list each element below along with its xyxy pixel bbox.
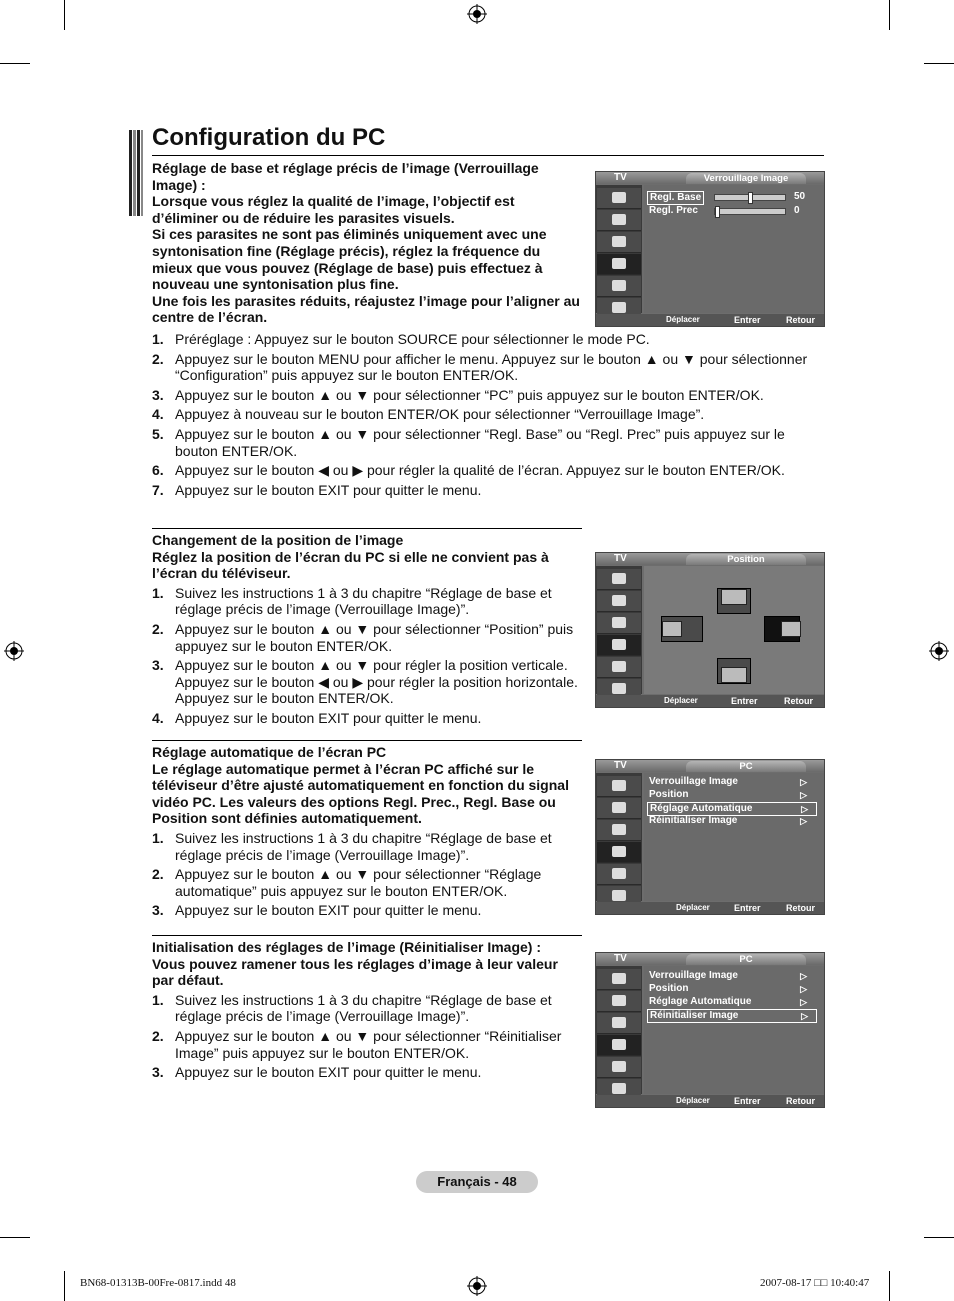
picture-icon [597, 969, 641, 990]
osd-title: Verrouillage Image [686, 173, 806, 184]
move-hint: Déplacer [676, 903, 710, 912]
setup-gear-icon [597, 842, 641, 863]
crop-mark [924, 1237, 954, 1238]
registration-mark-icon [467, 1276, 487, 1296]
registration-mark-icon [929, 641, 949, 661]
return-hint: Retour [784, 696, 813, 706]
step: 2. Appuyez sur le bouton ▲ ou ▼ pour sélectionner “Position” puis appuyez sur le bouton ENTER/OK. [152, 620, 574, 654]
osd-row-regl-prec: Regl. Prec [649, 205, 698, 216]
sound-icon [597, 591, 641, 612]
channel-icon [597, 1013, 641, 1034]
osd-menu-item: Position ▷ [649, 789, 807, 800]
position-up-box [717, 588, 751, 614]
move-hint: Déplacer [676, 1096, 710, 1105]
osd-menu-item-selected: Réinitialiser Image ▷ [647, 1009, 817, 1023]
enter-hint: Entrer [734, 1096, 761, 1106]
osd-footer [596, 695, 824, 707]
intro-line: Réglage de base et réglage précis de l’image (Verrouillage Image) : [152, 160, 539, 193]
setup-gear-icon [597, 1035, 641, 1056]
channel-icon [597, 820, 641, 841]
step: 5. Appuyez sur le bouton ▲ ou ▼ pour sélectionner “Regl. Base” ou “Regl. Prec” puis appuyez sur le bouton ENTER/OK. [152, 425, 785, 459]
move-hint: Déplacer [664, 696, 698, 705]
osd-position [595, 552, 825, 708]
enter-hint: Entrer [731, 696, 758, 706]
section-divider [152, 528, 582, 529]
osd-footer [596, 902, 824, 914]
osd-menu-item: Position ▷ [649, 983, 807, 994]
osd-menu-item: Verrouillage Image ▷ [649, 970, 807, 981]
section-divider [152, 935, 582, 936]
setup-gear-icon [597, 635, 641, 656]
sound-icon [597, 798, 641, 819]
step: 4. Appuyez sur le bouton EXIT pour quitter le menu. [152, 709, 482, 726]
print-file-info: BN68-01313B-00Fre-0817.indd 48 [80, 1277, 236, 1289]
osd-title: PC [686, 954, 806, 965]
step: 1. Suivez les instructions 1 à 3 du chapitre “Réglage de base et réglage précis de l’image (Verrouillage Image)”. [152, 991, 552, 1025]
registration-mark-icon [467, 4, 487, 24]
step: 1. Préréglage : Appuyez sur le bouton SOURCE pour sélectionner le mode PC. [152, 331, 650, 347]
step: 3. Appuyez sur le bouton ▲ ou ▼ pour régler la position verticale. Appuyez sur le bouton ◀ ou ▶ pour régler la position horizontale. Appuyez sur le bouton ENTER/OK. [152, 657, 578, 707]
channel-icon [597, 613, 641, 634]
section-auto-adjust [152, 744, 582, 922]
enter-hint: Entrer [734, 315, 761, 325]
section-heading: Initialisation des réglages de l’image (Réinitialiser Image) : [152, 939, 542, 955]
crop-mark [0, 63, 30, 64]
print-timestamp: 2007-08-17 □□ 10:40:47 [760, 1277, 870, 1289]
step: 3. Appuyez sur le bouton ▲ ou ▼ pour sélectionner “PC” puis appuyez sur le bouton ENTER/OK. [152, 386, 764, 403]
step: 3. Appuyez sur le bouton EXIT pour quitter le menu. [152, 902, 482, 919]
setup-gear-icon [597, 254, 641, 275]
step: 4. Appuyez à nouveau sur le bouton ENTER/OK pour sélectionner “Verrouillage Image”. [152, 406, 705, 423]
section-heading: Réglage automatique de l’écran PC [152, 744, 387, 760]
osd-tv-label: TV [614, 172, 627, 183]
crop-mark [924, 63, 954, 64]
registration-mark-icon [4, 641, 24, 661]
input-icon [597, 276, 641, 297]
section-intro: Le réglage automatique permet à l’écran PC affiché sur le téléviseur d’être ajusté automatiquement en fonction du signal vidéo PC. Les valeurs des options Regl. Prec., Regl. Base ou Position sont définies automatiquement. [152, 760, 569, 827]
step: 1. Suivez les instructions 1 à 3 du chapitre “Réglage de base et réglage précis de l’image (Verrouillage Image)”. [152, 829, 552, 863]
osd-tv-label: TV [614, 953, 627, 964]
picture-icon [597, 188, 641, 209]
page-title: Configuration du PC [152, 124, 386, 151]
osd-footer [596, 1095, 824, 1107]
step: 2. Appuyez sur le bouton ▲ ou ▼ pour sélectionner “Réglage automatique” puis appuyez sur le bouton ENTER/OK. [152, 866, 542, 899]
osd-row-regl-base: Regl. Base [647, 191, 704, 205]
channel-icon [597, 232, 641, 253]
section-intro: Vous pouvez ramener tous les réglages d’image à leur valeur par défaut. [152, 955, 558, 989]
osd-sidebar [596, 566, 642, 694]
crop-mark [889, 0, 890, 30]
step: 7. Appuyez sur le bouton EXIT pour quitter le menu. [152, 481, 482, 498]
intro-line: Lorsque vous réglez la qualité de l’image, l’objectif est d’éliminer ou de réduire les parasites visuels. [152, 193, 515, 226]
slider-regl-base [714, 194, 786, 201]
crop-mark [0, 1237, 30, 1238]
position-down-box [717, 658, 751, 684]
osd-sidebar [596, 773, 642, 901]
title-decoration [129, 130, 143, 216]
input-icon [597, 1057, 641, 1078]
section-reset-image [152, 939, 582, 1084]
osd-title: Position [686, 554, 806, 565]
osd-menu-item: Réglage Automatique ▷ [649, 996, 807, 1007]
picture-icon [597, 569, 641, 590]
osd-tv-label: TV [614, 553, 627, 564]
picture-icon [597, 776, 641, 797]
section-lock-image-steps [152, 331, 816, 501]
osd-pc-auto [595, 759, 825, 915]
step: 6. Appuyez sur le bouton ◀ ou ▶ pour régler la qualité de l’écran. Appuyez sur le bouton ENTER/OK. [152, 462, 785, 479]
crop-mark [64, 0, 65, 30]
step: 1. Suivez les instructions 1 à 3 du chapitre “Réglage de base et réglage précis de l’image (Verrouillage Image)”. [152, 584, 552, 618]
enter-hint: Entrer [734, 903, 761, 913]
position-left-box [661, 616, 703, 642]
osd-lock-image [595, 171, 825, 327]
value-regl-prec: 0 [794, 205, 800, 216]
input-icon [597, 657, 641, 678]
section-divider [152, 740, 582, 741]
slider-regl-prec [714, 208, 786, 215]
osd-tv-label: TV [614, 760, 627, 771]
intro-line: Si ces parasites ne sont pas éliminés uniquement avec une syntonisation fine (Réglage précis), réglez la fréquence du mieux que vous pouvez (Réglage de base) puis effectuez à nouveau une syntonisation plus fine. [152, 226, 547, 293]
osd-menu-item: Verrouillage Image ▷ [649, 776, 807, 787]
crop-mark [64, 1271, 65, 1301]
osd-sidebar [596, 966, 642, 1094]
osd-title: PC [686, 761, 806, 772]
step: 2. Appuyez sur le bouton MENU pour afficher le menu. Appuyez sur le bouton ▲ ou ▼ pour sélectionner “Configuration” puis appuyez sur le bouton ENTER/OK. [152, 350, 808, 384]
step: 2. Appuyez sur le bouton ▲ ou ▼ pour sélectionner “Réinitialiser Image” puis appuyez sur le bouton ENTER/OK. [152, 1027, 562, 1061]
value-regl-base: 50 [794, 191, 806, 202]
return-hint: Retour [786, 903, 815, 913]
osd-pc-reset [595, 952, 825, 1108]
position-right-box [764, 616, 800, 642]
section-heading: Changement de la position de l’image [152, 532, 404, 548]
intro-line: Une fois les parasites réduits, réajustez l’image pour l’aligner au centre de l’écran. [152, 292, 580, 326]
section-lock-image-intro [152, 160, 582, 326]
osd-footer [596, 314, 824, 326]
return-hint: Retour [786, 315, 815, 325]
section-intro: Réglez la position de l’écran du PC si elle ne convient pas à l’écran du téléviseur. [152, 548, 549, 582]
osd-sidebar [596, 185, 642, 313]
title-divider [152, 155, 824, 156]
crop-mark [889, 1271, 890, 1301]
step: 3. Appuyez sur le bouton EXIT pour quitter le menu. [152, 1064, 482, 1081]
move-hint: Déplacer [666, 315, 700, 324]
osd-menu-item-selected: Réglage Automatique ▷ [647, 802, 817, 816]
return-hint: Retour [786, 1096, 815, 1106]
page-number-badge: Français - 48 [416, 1171, 538, 1193]
osd-menu-item: Réinitialiser Image ▷ [649, 815, 807, 826]
sound-icon [597, 991, 641, 1012]
sound-icon [597, 210, 641, 231]
section-position [152, 532, 582, 730]
input-icon [597, 864, 641, 885]
